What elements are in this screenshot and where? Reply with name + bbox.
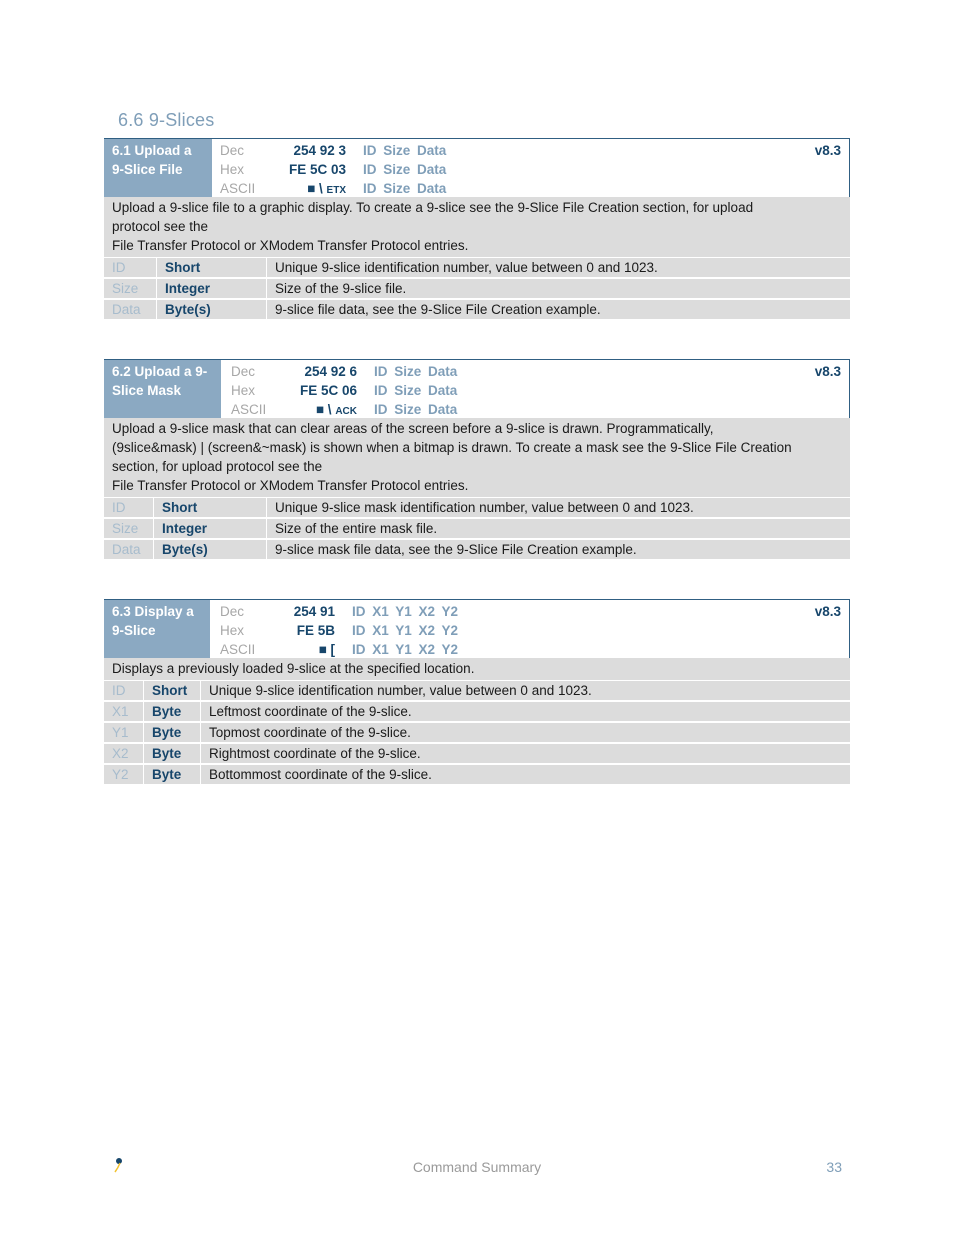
- ascii-value: ■ [: [318, 642, 335, 657]
- ascii-value: ■ \ ETX: [307, 181, 346, 196]
- hex-params: ID Size Data: [374, 383, 458, 398]
- dec-value: 254 91: [293, 604, 335, 619]
- hex-params: ID Size Data: [363, 162, 447, 177]
- param-row: X2 Byte Rightmost coordinate of the 9-slice.: [104, 744, 850, 765]
- dec-params: ID X1 Y1 X2 Y2: [352, 604, 459, 619]
- version-badge: v8.3: [814, 364, 841, 379]
- hex-value: FE 5C 03: [288, 162, 346, 177]
- command-title: 6.3 Display a 9-Slice: [104, 600, 210, 658]
- dec-params: ID Size Data: [363, 143, 447, 158]
- dec-params: ID Size Data: [374, 364, 458, 379]
- dec-value: 254 92 6: [304, 364, 357, 379]
- dec-label: Dec: [231, 364, 256, 379]
- hex-value: FE 5B: [296, 623, 335, 638]
- ascii-params: ID X1 Y1 X2 Y2: [352, 642, 459, 657]
- ascii-params: ID Size Data: [363, 181, 447, 196]
- footer-title: Command Summary: [412, 1159, 542, 1175]
- param-row: Y2 Byte Bottommost coordinate of the 9-slice.: [104, 765, 850, 786]
- ascii-label: ASCII: [220, 642, 256, 657]
- section-title: 6.6 9-Slices: [118, 110, 215, 130]
- param-row: ID Short Unique 9-slice identification number, value between 0 and 1023.: [104, 258, 850, 279]
- dec-label: Dec: [220, 604, 245, 619]
- param-row: Size Integer Size of the 9-slice file.: [104, 279, 850, 300]
- dec-value: 254 92 3: [293, 143, 346, 158]
- param-row: Size Integer Size of the entire mask file.: [104, 519, 850, 540]
- hex-label: Hex: [231, 383, 256, 398]
- param-row: Y1 Byte Topmost coordinate of the 9-slice.: [104, 723, 850, 744]
- param-row: Data Byte(s) 9-slice mask file data, see the 9-Slice File Creation example.: [104, 540, 850, 561]
- ascii-label: ASCII: [231, 402, 267, 417]
- page-number: 33: [826, 1159, 842, 1175]
- command-header: [104, 599, 850, 658]
- param-row: ID Short Unique 9-slice identification number, value between 0 and 1023.: [104, 681, 850, 702]
- version-badge: v8.3: [814, 604, 841, 619]
- command-description: Upload a 9-slice file to a graphic display. To create a 9-slice see the 9-Slice File Creation section, for upload protocol see the File Transfer Protocol or XModem Transfer Protocol entries.: [104, 197, 850, 258]
- dec-label: Dec: [220, 143, 245, 158]
- command-header: [104, 138, 850, 197]
- hex-label: Hex: [220, 162, 245, 177]
- ascii-params: ID Size Data: [374, 402, 458, 417]
- hex-label: Hex: [220, 623, 245, 638]
- version-badge: v8.3: [814, 143, 841, 158]
- param-row: Data Byte(s) 9-slice file data, see the 9-Slice File Creation example.: [104, 300, 850, 321]
- command-description: Upload a 9-slice mask that can clear areas of the screen before a 9-slice is drawn. Programmatically, (9slice&mask) | (screen&~mask) is shown when a bitmap is drawn. To create a mask see the 9-Slice File Creation section, for upload protocol see the File Transfer Protocol or XModem Transfer Protocol entries.: [104, 418, 850, 498]
- command-description: Displays a previously loaded 9-slice at the specified location.: [104, 658, 850, 681]
- hex-params: ID X1 Y1 X2 Y2: [352, 623, 459, 638]
- param-row: ID Short Unique 9-slice mask identification number, value between 0 and 1023.: [104, 498, 850, 519]
- hex-value: FE 5C 06: [299, 383, 357, 398]
- command-display-9-slice: [104, 599, 850, 786]
- ascii-value: ■ \ ACK: [315, 402, 357, 417]
- command-title: 6.2 Upload a 9- Slice Mask: [104, 360, 221, 418]
- command-title: 6.1 Upload a 9-Slice File: [104, 139, 212, 197]
- command-upload-9-slice-file: [104, 138, 850, 321]
- ascii-label: ASCII: [220, 181, 256, 196]
- param-row: X1 Byte Leftmost coordinate of the 9-slice.: [104, 702, 850, 723]
- command-upload-9-slice-mask: [104, 359, 850, 561]
- command-header: [104, 359, 850, 418]
